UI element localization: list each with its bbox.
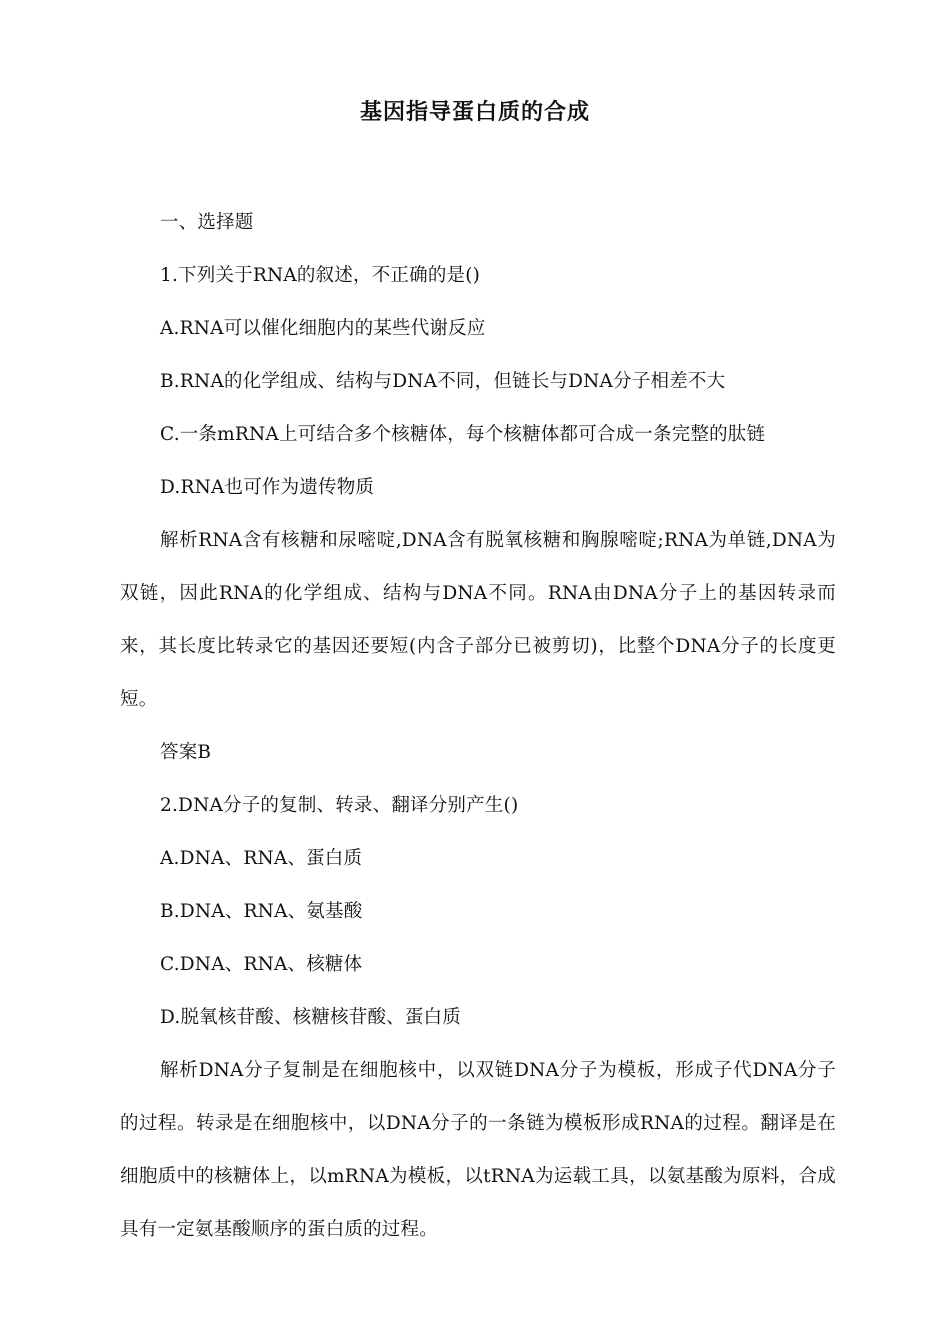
question-2-stem: 2.DNA分子的复制、转录、翻译分别产生()	[160, 795, 519, 816]
question-2-option-c: C.DNA、RNA、核糖体	[160, 954, 363, 975]
document-body	[120, 196, 836, 1256]
question-2-option-a: A.DNA、RNA、蛋白质	[160, 848, 363, 869]
question-2-option-b: B.DNA、RNA、氨基酸	[160, 901, 363, 922]
question-1-answer: 答案B	[160, 742, 212, 763]
section-heading: 一、选择题	[160, 212, 254, 233]
question-1-stem: 1.下列关于RNA的叙述，不正确的是()	[160, 265, 481, 286]
question-1-option-c: C.一条mRNA上可结合多个核糖体，每个核糖体都可合成一条完整的肽链	[160, 424, 766, 445]
question-1-option-a: A.RNA可以催化细胞内的某些代谢反应	[160, 318, 486, 339]
question-2-explanation: 解析DNA分子复制是在细胞核中，以双链DNA分子为模板，形成子代DNA分子的过程。转录是在细胞核中，以DNA分子的一条链为模板形成RNA的过程。翻译是在细胞质中的核糖体上，以mRNA为模板，以tRNA为运载工具，以氨基酸为原料，合成具有一定氨基酸顺序的蛋白质的过程。	[120, 1060, 836, 1240]
question-1-option-d: D.RNA也可作为遗传物质	[160, 477, 375, 498]
question-1-option-b: B.RNA的化学组成、结构与DNA不同，但链长与DNA分子相差不大	[160, 371, 726, 392]
document-title: 基因指导蛋白质的合成	[359, 100, 590, 125]
question-1-explanation: 解析RNA含有核糖和尿嘧啶,DNA含有脱氧核糖和胸腺嘧啶;RNA为单链,DNA为双链，因此RNA的化学组成、结构与DNA不同。RNA由DNA分子上的基因转录而来，其长度比转录它的基因还要短(内含子部分已被剪切)，比整个DNA分子的长度更短。	[120, 530, 836, 710]
question-2-option-d: D.脱氧核苷酸、核糖核苷酸、蛋白质	[160, 1007, 461, 1028]
